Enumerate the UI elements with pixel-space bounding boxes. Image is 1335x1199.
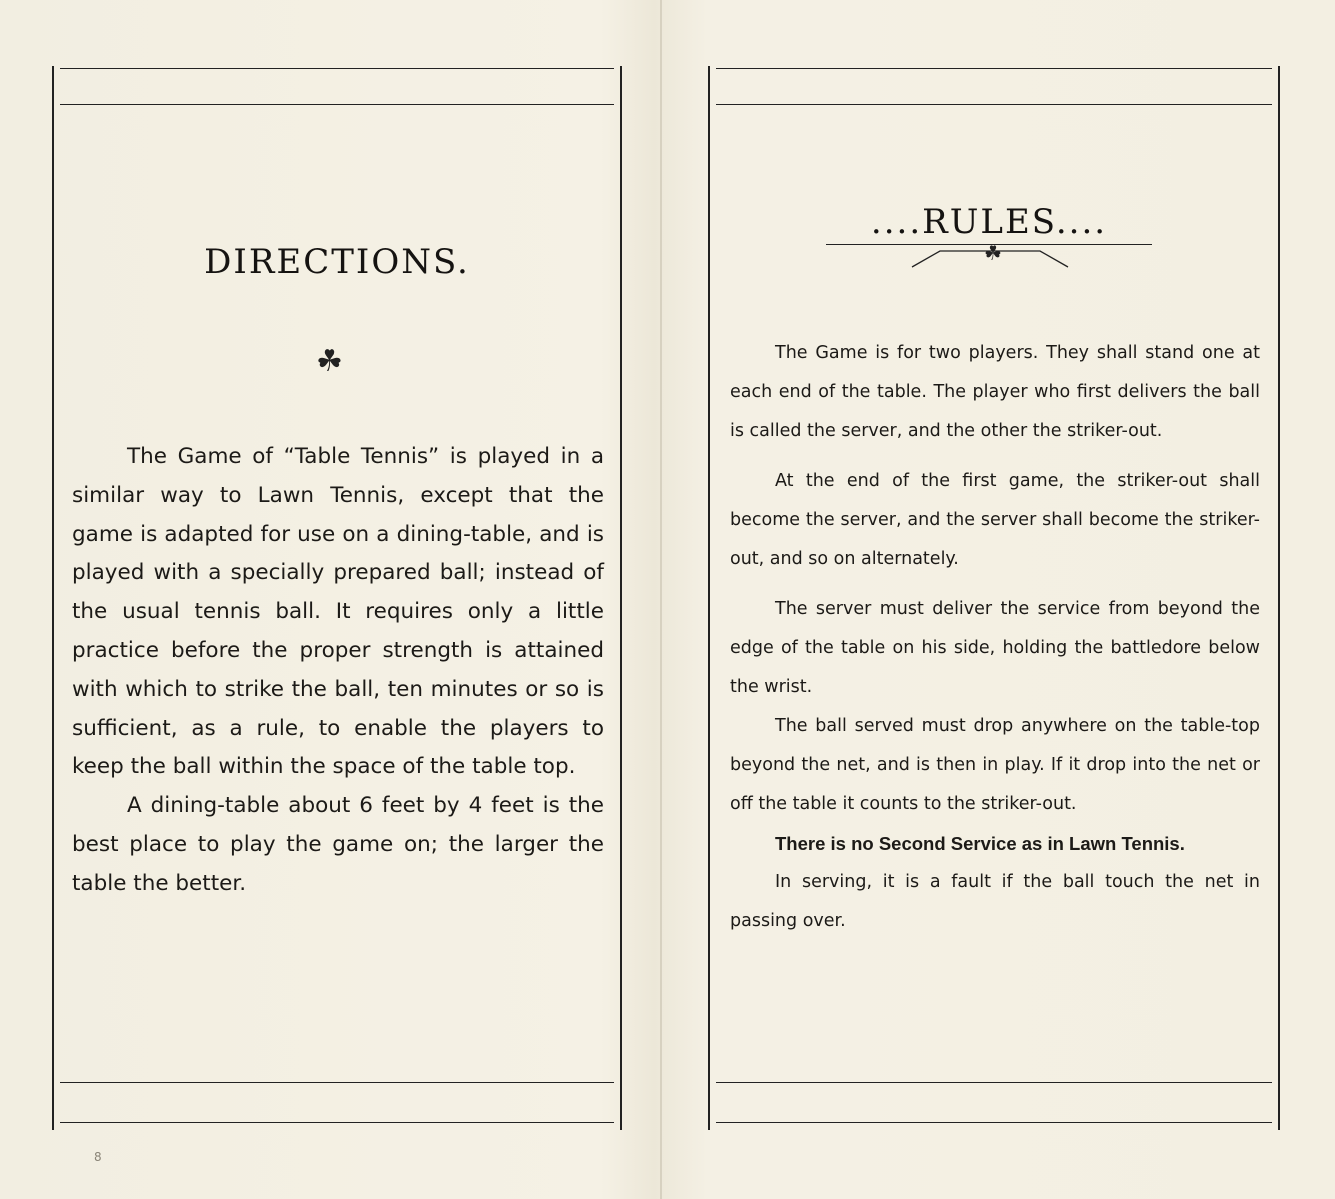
rules-ornament [826, 241, 1152, 275]
bottom-rule-outer [716, 1122, 1272, 1123]
rules-paragraph-1: The Game is for two players. They shall stand one at each end of the table. The player who first delivers the ball is called the server, and the other the striker-out. [730, 343, 1260, 441]
bottom-rule-inner [60, 1082, 614, 1083]
clover-ornament-icon: ☘ [984, 241, 1002, 265]
top-rule-inner [716, 104, 1272, 105]
rules-body [730, 334, 1260, 941]
rules-heading [826, 202, 1152, 275]
directions-paragraph-2: A dining-table about 6 feet by 4 feet is the best place to play the game on; the larger the table the better. [72, 793, 604, 896]
rules-paragraph-3: The server must deliver the service from beyond the edge of the table on his side, holding the battledore below the wrist. [730, 599, 1260, 697]
top-rule-outer [60, 68, 614, 69]
rules-title: ....RULES.... [826, 202, 1152, 245]
bottom-rule-inner [716, 1082, 1272, 1083]
rules-paragraph-6: In serving, it is a fault if the ball touch the net in passing over. [730, 872, 1260, 931]
top-rule-outer [716, 68, 1272, 69]
directions-page [52, 66, 622, 1130]
bottom-rule-outer [60, 1122, 614, 1123]
rules-paragraph-4: The ball served must drop anywhere on the table-top beyond the net, and is then in play. If it drop into the net or off the table it counts to the striker-out. [730, 716, 1260, 814]
directions-paragraph-1: The Game of “Table Tennis” is played in a similar way to Lawn Tennis, except that the game is adapted for use on a dining-table, and is played with a specially prepared ball; instead of the usual tennis ball. It requires only a little practice before the proper strength is attained with which to strike the ball, ten minutes or so is sufficient, as a rule, to enable the players to keep the ball within the space of the table top. [72, 444, 604, 780]
rules-paragraph-bold: There is no Second Service as in Lawn Tennis. [775, 833, 1185, 854]
top-rule-inner [60, 104, 614, 105]
rules-paragraph-2: At the end of the first game, the striker-out shall become the server, and the server shall become the striker-out, and so on alternately. [730, 471, 1260, 569]
page-number: 8 [94, 1150, 102, 1164]
center-fold [660, 0, 662, 1199]
directions-body [72, 438, 604, 904]
rules-page [708, 66, 1280, 1130]
clover-ornament-icon: ☘ [316, 344, 343, 379]
directions-title: DIRECTIONS. [204, 242, 470, 282]
